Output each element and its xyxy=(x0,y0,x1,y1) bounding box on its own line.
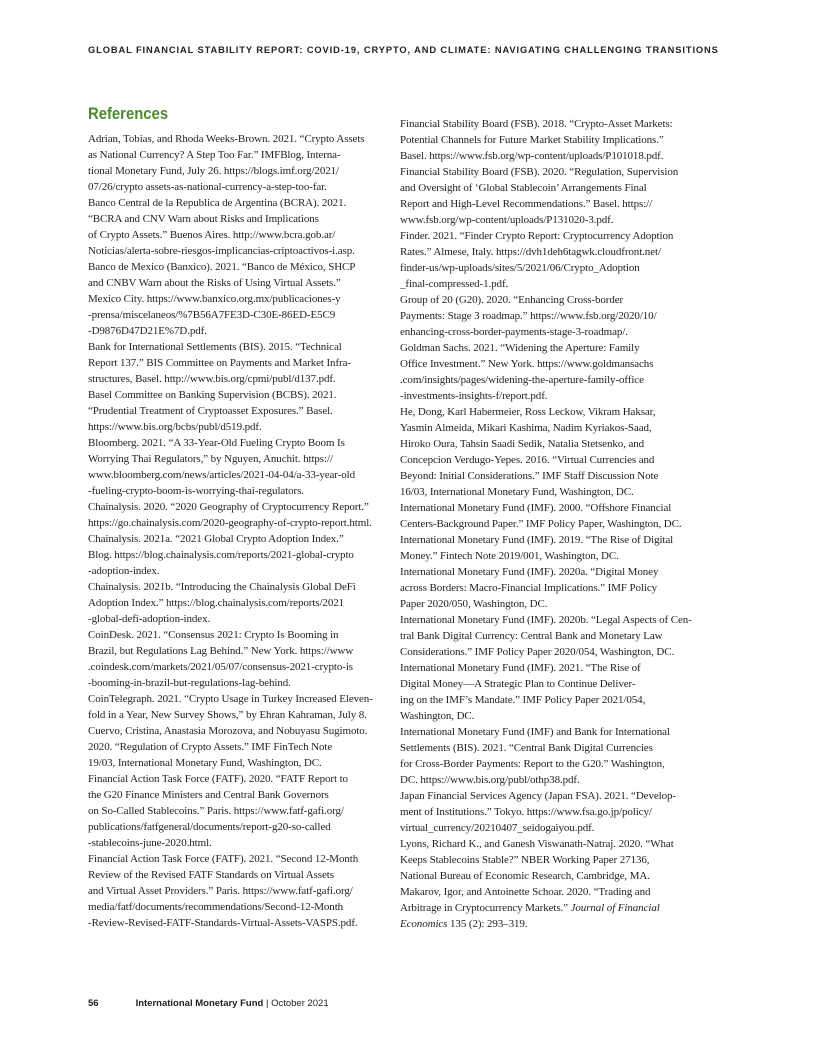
reference-line: and CNBV Warn about the Risks of Using Virtual Assets.” xyxy=(88,277,341,289)
reference-entry xyxy=(400,564,687,612)
reference-entry xyxy=(88,771,375,851)
reference-line: He, Dong, Karl Habermeier, Ross Leckow, Vikram Haksar, xyxy=(400,406,656,418)
references-left-column xyxy=(88,131,375,931)
reference-line: Financial Stability Board (FSB). 2018. “Crypto-Asset Markets: xyxy=(400,118,673,130)
reference-line: CoinDesk. 2021. “Consensus 2021: Crypto Is Booming in xyxy=(88,629,339,641)
reference-line: Goldman Sachs. 2021. “Widening the Aperture: Family xyxy=(400,342,640,354)
reference-line: Financial Action Task Force (FATF). 2020. “FATF Report to xyxy=(88,773,348,785)
reference-line: Worrying Thai Regulators,” by Nguyen, Anuchit. https:// xyxy=(88,453,333,465)
reference-line: Report 137.” BIS Committee on Payments and Market Infra- xyxy=(88,357,351,369)
reference-line: -global-defi-adoption-index. xyxy=(88,613,211,625)
reference-line: Office Investment.” New York. https://www.goldmansachs xyxy=(400,358,654,370)
reference-line: publications/fatfgeneral/documents/report-g20-so-called xyxy=(88,821,331,833)
reference-line: International Monetary Fund (IMF). 2000. “Offshore Financial xyxy=(400,502,672,514)
reference-line: International Monetary Fund (IMF). 2021. “The Rise of xyxy=(400,662,641,674)
reference-line: “BCRA and CNV Warn about Risks and Implications xyxy=(88,213,319,225)
reference-entry xyxy=(88,195,375,259)
reference-entry xyxy=(400,228,687,292)
reference-line: the G20 Finance Ministers and Central Bank Governors xyxy=(88,789,329,801)
reference-line: 07/26/crypto assets-as-national-currency-a-step-too-far. xyxy=(88,181,327,193)
reference-line: Report and High-Level Recommendations.” Basel. https:// xyxy=(400,198,653,210)
reference-line: CoinTelegraph. 2021. “Crypto Usage in Turkey Increased Eleven- xyxy=(88,693,373,705)
reference-line: Adoption Index.” https://blog.chainalysis.com/reports/2021 xyxy=(88,597,345,609)
reference-entry xyxy=(88,499,375,531)
reference-entry xyxy=(400,788,687,836)
reference-entry xyxy=(400,500,687,532)
reference-line: across Borders: Macro-Financial Implications.” IMF Policy xyxy=(400,582,658,594)
reference-line: Brazil, but Regulations Lag Behind.” New York. https://www xyxy=(88,645,354,657)
reference-line: Yasmin Almeida, Mikari Kashima, Nadim Kyriakos-Saad, xyxy=(400,422,652,434)
reference-line: Centers-Background Paper.” IMF Policy Paper, Washington, DC. xyxy=(400,518,682,530)
reference-line: .coindesk.com/markets/2021/05/07/consensus-2021-crypto-is xyxy=(88,661,353,673)
reference-line: Concepcion Verdugo-Yepes. 2016. “Virtual Currencies and xyxy=(400,454,655,466)
reference-entry xyxy=(400,116,687,164)
reference-line: https://go.chainalysis.com/2020-geography-of-crypto-report.html. xyxy=(88,517,372,529)
reference-line: Chainalysis. 2020. “2020 Geography of Cryptocurrency Report.” xyxy=(88,501,369,513)
reference-entry xyxy=(400,612,692,660)
reference-entry xyxy=(400,164,687,228)
reference-line: Washington, DC. xyxy=(400,710,475,722)
reference-line: on So-Called Stablecoins.” Paris. https://www.fatf-gafi.org/ xyxy=(88,805,344,817)
reference-line: Hiroko Oura, Tahsin Saadi Sedik, Natalia Stetsenko, and xyxy=(400,438,645,450)
footer-separator: | xyxy=(263,998,272,1009)
reference-line: -prensa/miscelaneos/%7B56A7FE3D-C30E-86ED-E5C9 xyxy=(88,309,336,321)
reference-line: Review of the Revised FATF Standards on Virtual Assets xyxy=(88,869,334,881)
reference-line: -investments-insights-f/report.pdf. xyxy=(400,390,548,402)
reference-entry xyxy=(88,435,375,499)
reference-line: Bloomberg. 2021. “A 33-Year-Old Fueling Crypto Boom Is xyxy=(88,437,345,449)
reference-line: -adoption-index. xyxy=(88,565,160,577)
section-title: References xyxy=(88,105,169,123)
reference-line: National Bureau of Economic Research, Cambridge, MA. xyxy=(400,870,650,882)
reference-line: tral Bank Digital Currency: Central Bank and Monetary Law xyxy=(400,630,663,642)
reference-line: www.fsb.org/wp-content/uploads/P131020-3.pdf. xyxy=(400,214,614,226)
reference-line: _final-compressed-1.pdf. xyxy=(400,278,509,290)
references-right-column xyxy=(400,116,692,932)
reference-line: 16/03, International Monetary Fund, Washington, DC. xyxy=(400,486,634,498)
journal-title: Economics xyxy=(400,918,448,930)
reference-line: Blog. https://blog.chainalysis.com/reports/2021-global-crypto xyxy=(88,549,354,561)
reference-line: Considerations.” IMF Policy Paper 2020/054, Washington, DC. xyxy=(400,646,675,658)
reference-entry xyxy=(400,340,687,404)
reference-line: Payments: Stage 3 roadmap.” https://www.fsb.org/2020/10/ xyxy=(400,310,657,322)
reference-line: “Prudential Treatment of Cryptoasset Exposures.” Basel. xyxy=(88,405,333,417)
reference-line: and Virtual Asset Providers.” Paris. https://www.fatf-gafi.org/ xyxy=(88,885,353,897)
reference-entry xyxy=(88,131,375,195)
page-number: 56 xyxy=(88,998,99,1009)
reference-line: -Review-Revised-FATF-Standards-Virtual-Assets-VASPS.pdf. xyxy=(88,917,358,929)
page-footer xyxy=(88,998,329,1009)
reference-line: Basel. https://www.fsb.org/wp-content/uploads/P101018.pdf. xyxy=(400,150,664,162)
reference-entry: Makarov, Igor, and Antoinette Schoar. 2020. “Trading and Arbitrage in Cryptocurrency Markets.” Journal of Financial Economics 135 (2): 293–319. xyxy=(400,886,660,930)
reference-line: Noticias/alerta-sobre-riesgos-implicancias-criptoactivos-i.asp. xyxy=(88,245,355,257)
reference-line: Finder. 2021. “Finder Crypto Report: Cryptocurrency Adoption xyxy=(400,230,674,242)
reference-line: Keeps Stablecoins Stable?” NBER Working Paper 27136, xyxy=(400,854,650,866)
reference-line: Chainalysis. 2021a. “2021 Global Crypto Adoption Index.” xyxy=(88,533,344,545)
reference-line: virtual_currency/20210407_seidogaiyou.pdf. xyxy=(400,822,595,834)
reference-entry xyxy=(88,579,375,627)
reference-line: finder-us/wp-uploads/sites/5/2021/06/Crypto_Adoption xyxy=(400,262,640,274)
reference-line: Rates.” Almese, Italy. https://dvh1deh6tagwk.cloudfront.net/ xyxy=(400,246,661,258)
reference-line: International Monetary Fund (IMF) and Bank for International xyxy=(400,726,670,738)
reference-line: media/fatf/documents/recommendations/Second-12-Month xyxy=(88,901,344,913)
reference-line: https://www.bis.org/bcbs/publ/d519.pdf. xyxy=(88,421,262,433)
reference-line: as National Currency? A Step Too Far.” IMFBlog, Interna- xyxy=(88,149,341,161)
reference-line: Mexico City. https://www.banxico.org.mx/publicaciones-y xyxy=(88,293,341,305)
reference-line: of Crypto Assets.” Buenos Aires. http://www.bcra.gob.ar/ xyxy=(88,229,336,241)
reference-line: Cuervo, Cristina, Anastasia Morozova, and Nobuyasu Sugimoto. xyxy=(88,725,368,737)
reference-entry xyxy=(88,387,375,435)
reference-line: for Cross-Border Payments: Report to the G20.” Washington, xyxy=(400,758,665,770)
reference-entry xyxy=(88,259,375,339)
reference-line: Banco Central de la Republica de Argentina (BCRA). 2021. xyxy=(88,197,347,209)
reference-line: -booming-in-brazil-but-regulations-lag-behind. xyxy=(88,677,291,689)
reference-line: Japan Financial Services Agency (Japan FSA). 2021. “Develop- xyxy=(400,790,676,802)
reference-line: -D9876D47D21E%7D.pdf. xyxy=(88,325,207,337)
reference-line: -fueling-crypto-boom-is-worrying-thai-regulators. xyxy=(88,485,304,497)
reference-line: Settlements (BIS). 2021. “Central Bank Digital Currencies xyxy=(400,742,653,754)
journal-title: Journal of Financial xyxy=(570,902,660,914)
reference-entry xyxy=(400,836,687,884)
reference-line: Chainalysis. 2021b. “Introducing the Chainalysis Global DeFi xyxy=(88,581,356,593)
reference-line: Money.” Fintech Note 2019/001, Washington, DC. xyxy=(400,550,619,562)
reference-line: -stablecoins-june-2020.html. xyxy=(88,837,212,849)
reference-entry xyxy=(88,691,375,723)
footer-source: International Monetary Fund xyxy=(135,998,264,1009)
reference-entry xyxy=(400,724,687,788)
reference-entry xyxy=(400,660,687,724)
reference-line: Paper 2020/050, Washington, DC. xyxy=(400,598,548,610)
reference-line: Banco de Mexico (Banxico). 2021. “Banco de México, SHCP xyxy=(88,261,356,273)
reference-line: Basel Committee on Banking Supervision (BCBS). 2021. xyxy=(88,389,337,401)
reference-line: Group of 20 (G20). 2020. “Enhancing Cross-border xyxy=(400,294,624,306)
reference-line: ment of Institutions.” Tokyo. https://www.fsa.go.jp/policy/ xyxy=(400,806,652,818)
reference-line: Bank for International Settlements (BIS). 2015. “Technical xyxy=(88,341,342,353)
reference-entry xyxy=(400,404,687,500)
reference-entry xyxy=(88,723,375,771)
reference-entry xyxy=(88,627,375,691)
reference-entry xyxy=(400,292,687,340)
reference-entry xyxy=(400,532,687,564)
reference-line: www.bloomberg.com/news/articles/2021-04-04/a-33-year-old xyxy=(88,469,355,481)
reference-line: DC. https://www.bis.org/publ/othp38.pdf. xyxy=(400,774,580,786)
reference-line: Financial Action Task Force (FATF). 2021. “Second 12-Month xyxy=(88,853,359,865)
reference-line: Digital Money—A Strategic Plan to Continue Deliver- xyxy=(400,678,636,690)
reference-line: .com/insights/pages/widening-the-aperture-family-office xyxy=(400,374,644,386)
reference-line: International Monetary Fund (IMF). 2019. “The Rise of Digital xyxy=(400,534,674,546)
reference-entry xyxy=(88,851,375,931)
reference-line: Adrian, Tobias, and Rhoda Weeks-Brown. 2021. “Crypto Assets xyxy=(88,133,365,145)
reference-line: Financial Stability Board (FSB). 2020. “Regulation, Supervision xyxy=(400,166,679,178)
reference-line: International Monetary Fund (IMF). 2020a. “Digital Money xyxy=(400,566,659,578)
reference-line: fold in a Year, New Survey Shows,” by Ehran Kahraman, July 8. xyxy=(88,709,367,721)
reference-entry xyxy=(88,339,375,387)
reference-line: tional Monetary Fund, July 26. https://blogs.imf.org/2021/ xyxy=(88,165,339,177)
reference-line: and Oversight of ‘Global Stablecoin’ Arrangements Final xyxy=(400,182,647,194)
footer-date: October 2021 xyxy=(271,998,329,1009)
reference-line: 2020. “Regulation of Crypto Assets.” IMF FinTech Note xyxy=(88,741,333,753)
reference-line: Beyond: Initial Considerations.” IMF Staff Discussion Note xyxy=(400,470,659,482)
reference-entry xyxy=(88,531,375,579)
reference-line: Lyons, Richard K., and Ganesh Viswanath-Natraj. 2020. “What xyxy=(400,838,674,850)
reference-line: 19/03, International Monetary Fund, Washington, DC. xyxy=(88,757,322,769)
reference-line: Potential Channels for Future Market Stability Implications.” xyxy=(400,134,664,146)
reference-line: ing on the IMF’s Mandate.” IMF Policy Paper 2021/054, xyxy=(400,694,646,706)
reference-line: enhancing-cross-border-payments-stage-3-roadmap/. xyxy=(400,326,628,338)
running-head: GLOBAL FINANCIAL STABILITY REPORT: COVID-19, CRYPTO, AND CLIMATE: NAVIGATING CHALLENGING TRANSITIONS xyxy=(88,45,719,55)
reference-line: structures, Basel. http://www.bis.org/cpmi/publ/d137.pdf. xyxy=(88,373,336,385)
reference-line: International Monetary Fund (IMF). 2020b. “Legal Aspects of Cen- xyxy=(400,614,692,626)
